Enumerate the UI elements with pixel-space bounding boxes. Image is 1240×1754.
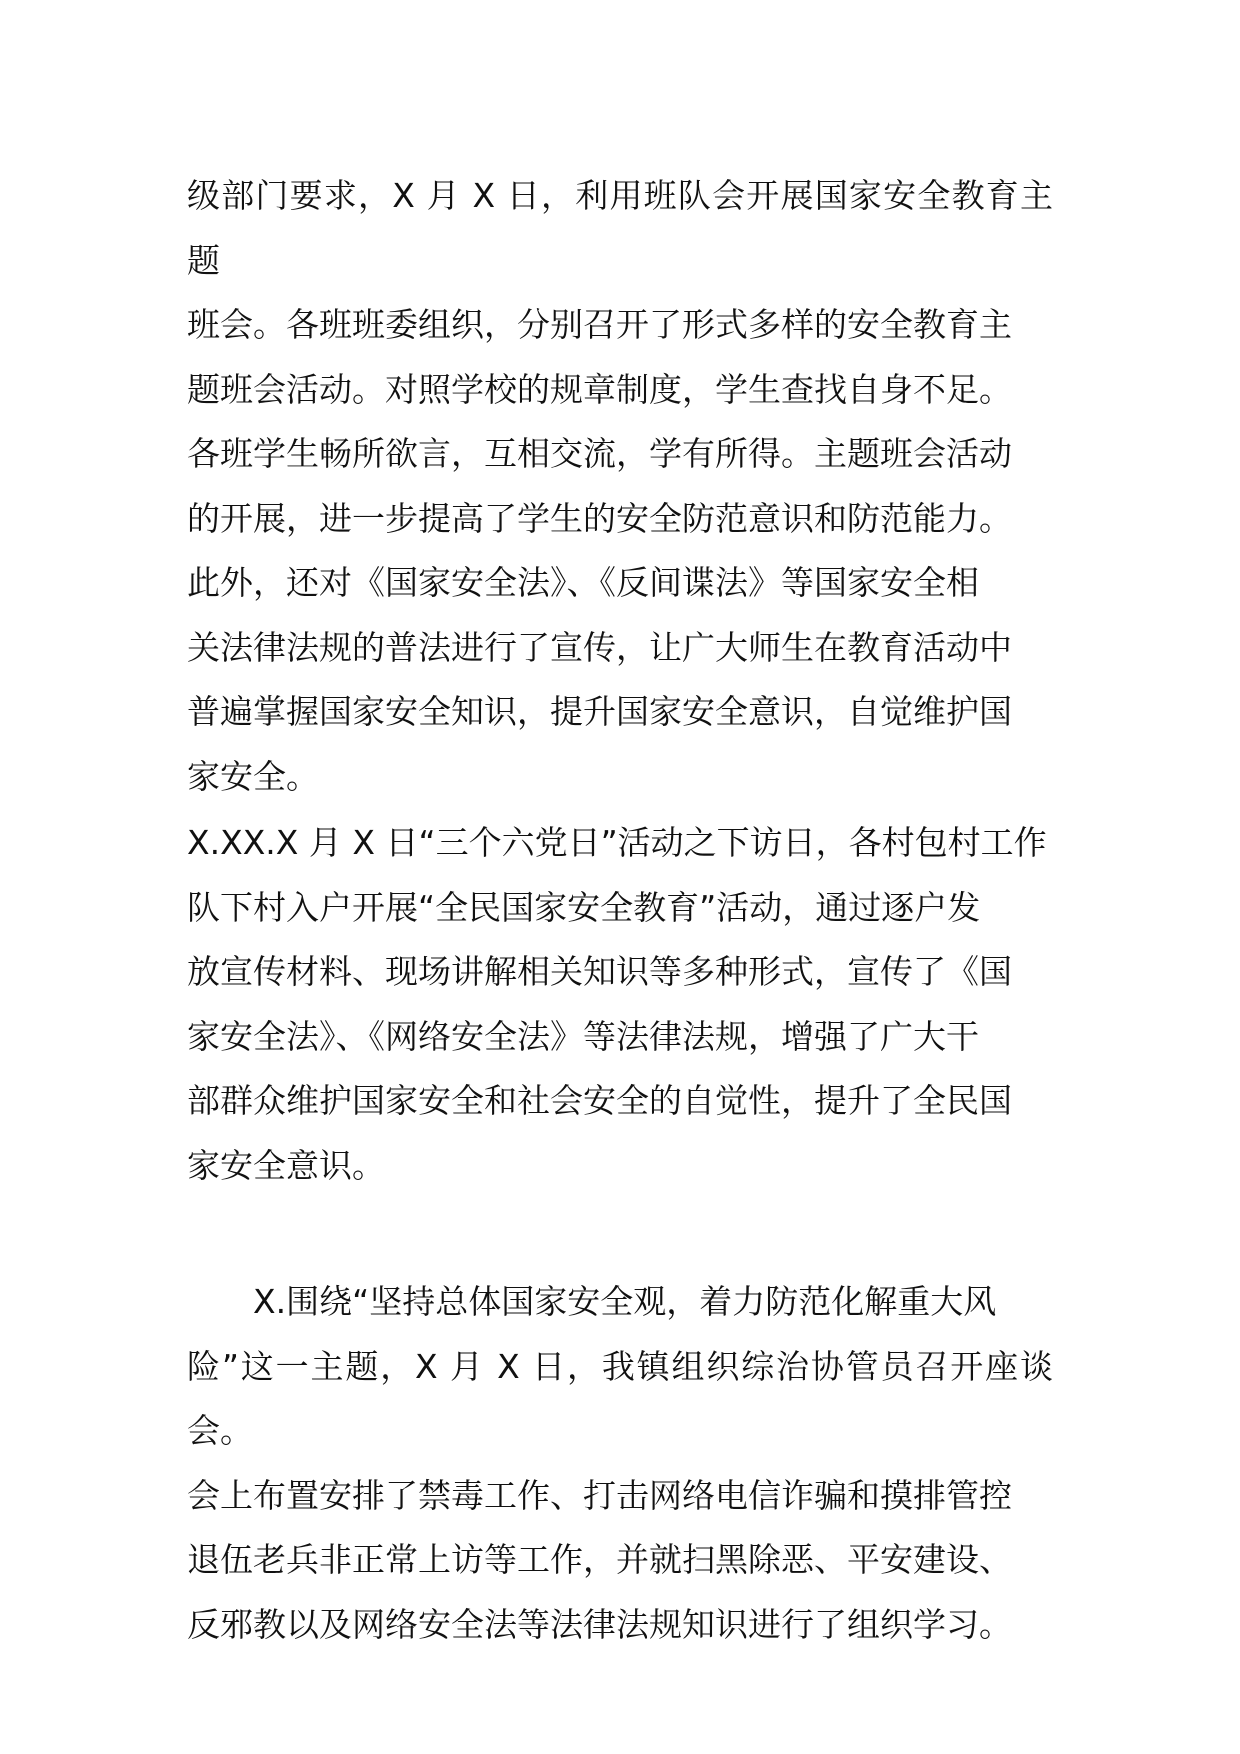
paragraph-line: 关法律法规的普法进行了宣传，让广大师生在教育活动中 <box>187 627 1012 667</box>
paragraph-line: 级部门要求，X 月 X 日，利用班队会开展国家安全教育主题 <box>187 176 1053 280</box>
paragraph-line: X.围绕“坚持总体国家安全观，着力防范化解重大风 <box>253 1282 997 1321</box>
paragraph-line: 题班会活动。对照学校的规章制度，学生查找自身不足。 <box>187 369 1012 409</box>
paragraph-line: 此外，还对《国家安全法》、《反间谍法》等国家安全相 <box>187 563 979 602</box>
paragraph-3 <box>187 1270 1053 1657</box>
paragraph-line: X.XX.X 月 X 日“三个六党日”活动之下访日，各村包村工作 <box>187 823 1047 862</box>
paragraph-2 <box>187 811 1053 1198</box>
paragraph-line: 部群众维护国家安全和社会安全的自觉性，提升了全民国 <box>187 1081 1012 1120</box>
paragraph-line: 普遍掌握国家安全知识，提升国家安全意识，自觉维护国 <box>187 692 1012 731</box>
paragraph-line: 家安全意识。 <box>187 1145 385 1185</box>
paragraph-line: 家安全法》、《网络安全法》等法律法规，增强了广大干 <box>187 1016 979 1056</box>
paragraph-line: 险”这一主题，X 月 X 日，我镇组织综治协管员召开座谈会。 <box>187 1346 1053 1450</box>
paragraph-line: 班会。各班班委组织，分别召开了形式多样的安全教育主 <box>187 305 1012 344</box>
paragraph-line: 退伍老兵非正常上访等工作，并就扫黑除恶、平安建设、 <box>187 1540 1012 1579</box>
paragraph-1 <box>187 164 1053 809</box>
paragraph-line: 放宣传材料、现场讲解相关知识等多种形式，宣传了《国 <box>187 952 1012 991</box>
paragraph-line: 各班学生畅所欲言，互相交流，学有所得。主题班会活动 <box>187 434 1012 473</box>
paragraph-line: 会上布置安排了禁毒工作、打击网络电信诈骗和摸排管控 <box>187 1475 1012 1515</box>
paragraph-line: 反邪教以及网络安全法等法律法规知识进行了组织学习。 <box>187 1604 1012 1644</box>
paragraph-line: 的开展，进一步提高了学生的安全防范意识和防范能力。 <box>187 498 1012 538</box>
paragraph-line: 队下村入户开展“全民国家安全教育”活动，通过逐户发 <box>187 887 981 927</box>
paragraph-line: 家安全。 <box>187 756 319 796</box>
